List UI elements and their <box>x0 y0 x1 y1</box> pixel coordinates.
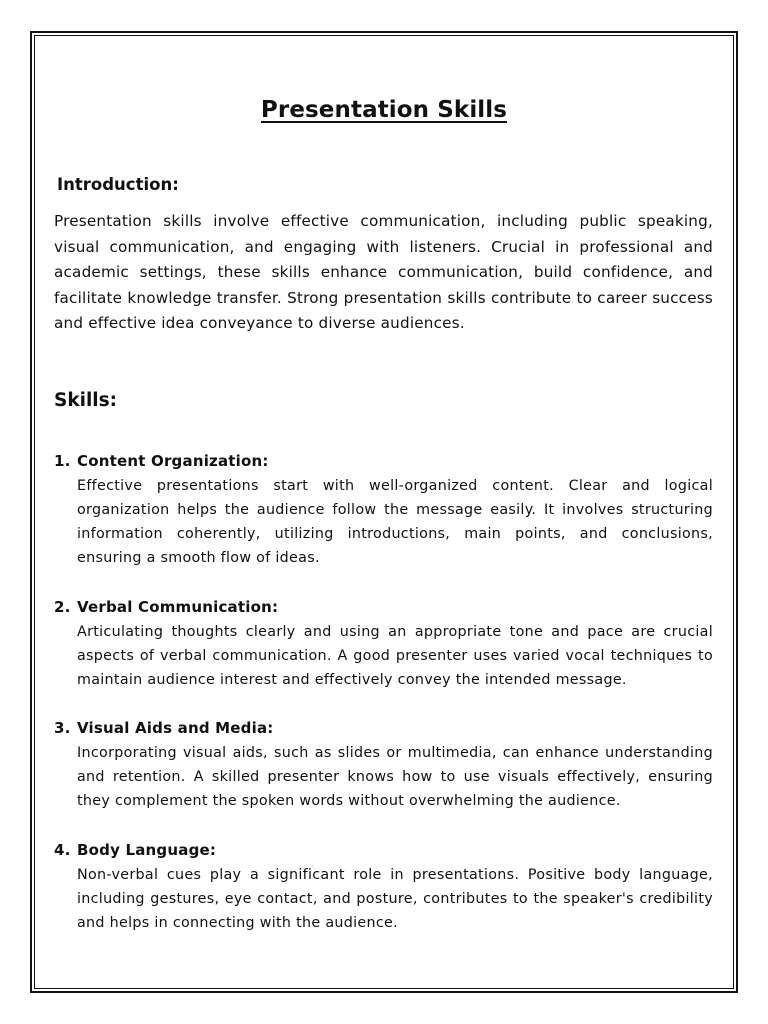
introduction-heading: Introduction: <box>57 175 179 194</box>
skill-title-row <box>54 596 713 618</box>
skill-item-visual-aids-and-media <box>54 717 713 813</box>
skill-description: Non-verbal cues play a significant role in presentations. Positive body language, including gestures, eye contact, and posture, contributes to the speaker's credibility and helps in connecting with the audience. <box>77 867 713 931</box>
skill-title-row <box>54 839 713 861</box>
skill-title: Verbal Communication: <box>77 598 279 616</box>
skill-description: Effective presentations start with well-organized content. Clear and logical organization helps the audience follow the message easily. It involves structuring information coherently, utilizing introductions, main points, and conclusions, ensuring a smooth flow of ideas. <box>77 478 713 566</box>
skill-number: 2. <box>54 598 71 616</box>
skill-number: 1. <box>54 452 71 470</box>
skill-item-content-organization <box>54 450 713 570</box>
skill-item-verbal-communication <box>54 596 713 692</box>
skill-description: Articulating thoughts clearly and using an appropriate tone and pace are crucial aspects of verbal communication. A good presenter uses varied vocal techniques to maintain audience interest and effectively convey the intended message. <box>77 624 713 688</box>
skill-title: Visual Aids and Media: <box>77 719 274 737</box>
skill-description: Incorporating visual aids, such as slides or multimedia, can enhance understanding and retention. A skilled presenter knows how to use visuals effectively, ensuring they complement the spoken words without overwhelming the audience. <box>77 745 713 809</box>
introduction-text: Presentation skills involve effective communication, including public speaking, visual communication, and engaging with listeners. Crucial in professional and academic settings, these skills enhance communication, build confidence, and facilitate knowledge transfer. Strong presentation skills contribute to career success and effective idea conveyance to diverse audiences. <box>54 212 713 333</box>
skill-title-row <box>54 717 713 739</box>
skills-heading: Skills: <box>54 390 118 411</box>
skill-number: 3. <box>54 719 71 737</box>
skill-title: Content Organization: <box>77 452 269 470</box>
skill-number: 4. <box>54 841 71 859</box>
skill-title-row <box>54 450 713 472</box>
skill-title: Body Language: <box>77 841 217 859</box>
skill-item-body-language <box>54 839 713 935</box>
page-title: Presentation Skills <box>260 97 508 123</box>
